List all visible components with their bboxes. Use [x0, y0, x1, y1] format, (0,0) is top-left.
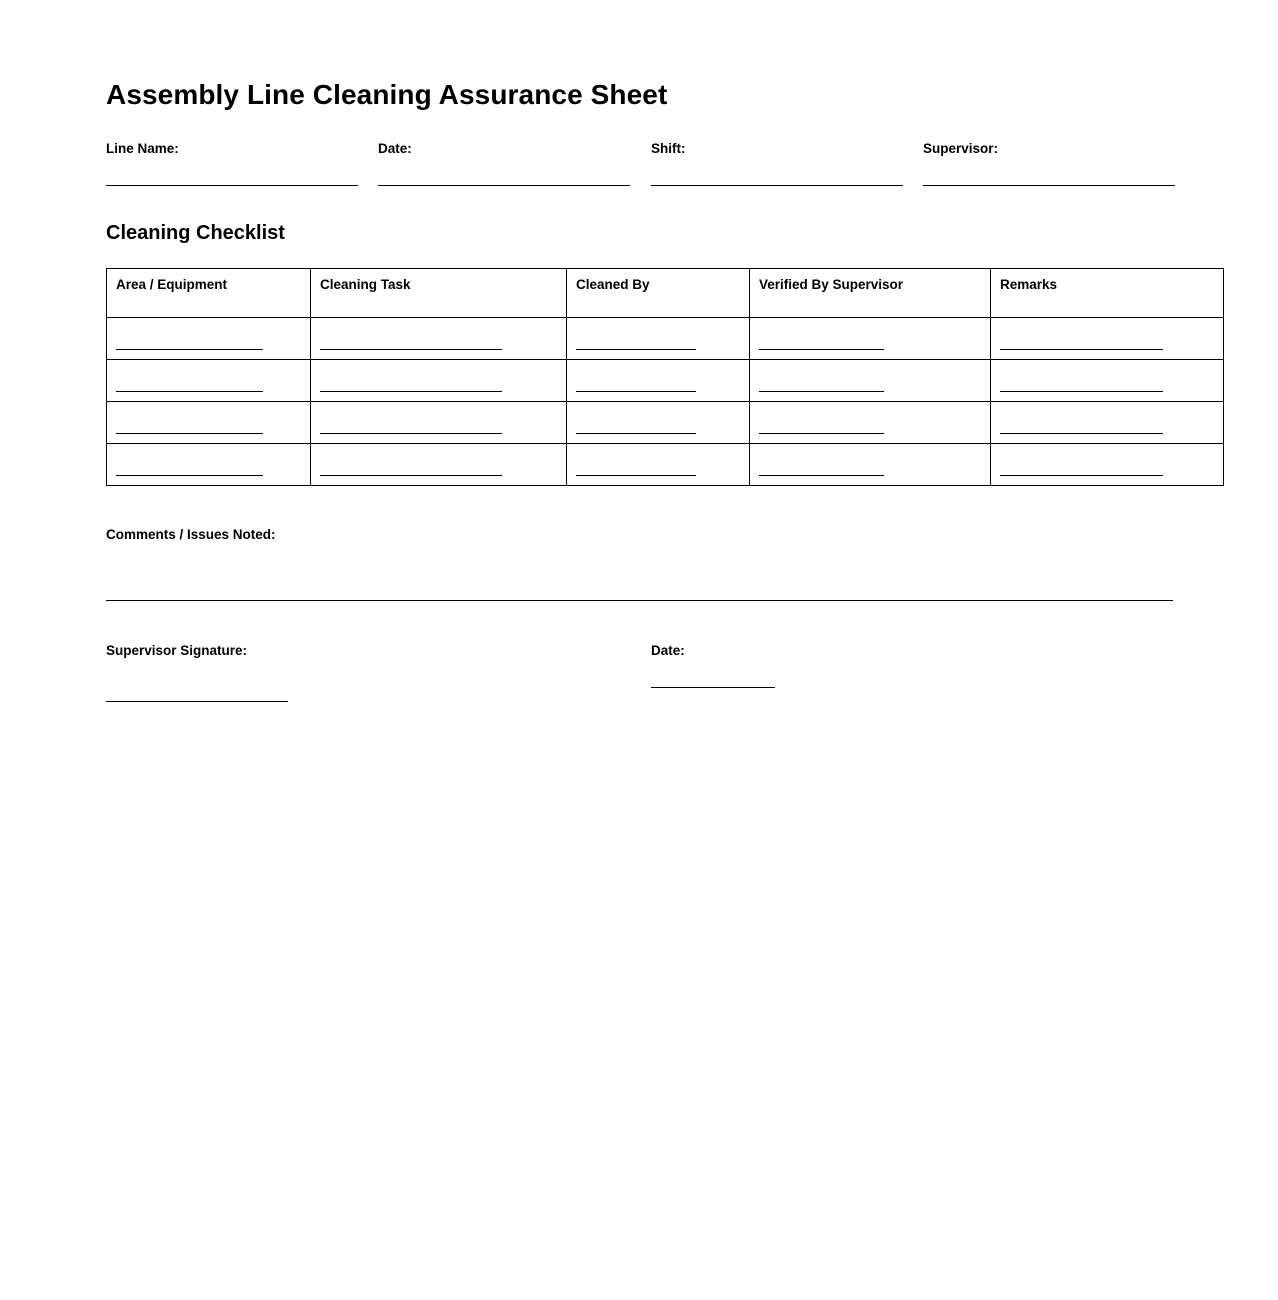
cell-write-line	[576, 391, 696, 392]
date-field	[378, 141, 630, 186]
line-name-label: Line Name:	[106, 141, 179, 156]
cell-remarks[interactable]	[991, 318, 1224, 360]
shift-input[interactable]	[651, 185, 903, 186]
signature-row	[106, 643, 1174, 733]
cell-verified-by-supervisor[interactable]	[750, 444, 991, 486]
cell-area-equipment[interactable]	[107, 360, 311, 402]
cell-remarks[interactable]	[991, 402, 1224, 444]
cell-write-line	[116, 433, 263, 434]
cell-write-line	[759, 391, 884, 392]
cell-verified-by-supervisor[interactable]	[750, 318, 991, 360]
line-name-field	[106, 141, 358, 186]
cell-area-equipment[interactable]	[107, 318, 311, 360]
cell-write-line	[576, 433, 696, 434]
table-row	[107, 360, 1224, 402]
cell-write-line	[116, 391, 263, 392]
supervisor-signature-field	[106, 643, 288, 659]
cell-cleaned-by[interactable]	[567, 318, 750, 360]
table-header-row	[107, 269, 1224, 318]
column-header-cleaned-by: Cleaned By	[567, 269, 750, 318]
cell-cleaning-task[interactable]	[311, 360, 567, 402]
cell-area-equipment[interactable]	[107, 402, 311, 444]
cell-cleaning-task[interactable]	[311, 444, 567, 486]
comments-section	[106, 486, 1174, 601]
table-row	[107, 318, 1224, 360]
shift-field	[651, 141, 903, 186]
cell-write-line	[320, 391, 502, 392]
date-label: Date:	[378, 141, 412, 156]
line-name-input[interactable]	[106, 185, 358, 186]
header-fields-row	[106, 141, 1174, 199]
cell-cleaning-task[interactable]	[311, 402, 567, 444]
supervisor-label: Supervisor:	[923, 141, 999, 156]
cell-verified-by-supervisor[interactable]	[750, 360, 991, 402]
supervisor-signature-label: Supervisor Signature:	[106, 643, 248, 658]
cell-write-line	[576, 475, 696, 476]
cell-remarks[interactable]	[991, 360, 1224, 402]
cell-write-line	[116, 475, 263, 476]
cell-remarks[interactable]	[991, 444, 1224, 486]
cell-write-line	[320, 475, 502, 476]
cell-cleaned-by[interactable]	[567, 444, 750, 486]
table-row	[107, 444, 1224, 486]
column-header-remarks: Remarks	[991, 269, 1224, 318]
shift-label: Shift:	[651, 141, 686, 156]
comments-input[interactable]	[106, 600, 1173, 601]
signature-date-label: Date:	[651, 643, 685, 658]
column-header-area-equipment: Area / Equipment	[107, 269, 311, 318]
cell-write-line	[576, 349, 696, 350]
supervisor-input[interactable]	[923, 185, 1175, 186]
column-header-cleaning-task: Cleaning Task	[311, 269, 567, 318]
supervisor-field	[923, 141, 1175, 186]
cell-write-line	[759, 349, 884, 350]
cell-cleaned-by[interactable]	[567, 402, 750, 444]
cell-write-line	[320, 349, 502, 350]
table-body	[107, 318, 1224, 486]
cell-write-line	[1000, 475, 1163, 476]
signature-date-input[interactable]	[651, 687, 775, 688]
checklist-heading: Cleaning Checklist	[106, 222, 285, 244]
cell-write-line	[759, 475, 884, 476]
page-title: Assembly Line Cleaning Assurance Sheet	[106, 79, 668, 110]
cell-cleaning-task[interactable]	[311, 318, 567, 360]
cell-write-line	[320, 433, 502, 434]
comments-label: Comments / Issues Noted:	[106, 527, 276, 542]
cell-write-line	[1000, 349, 1163, 350]
column-header-verified-by-supervisor: Verified By Supervisor	[750, 269, 991, 318]
cell-write-line	[116, 349, 263, 350]
cleaning-checklist-table	[106, 268, 1224, 486]
cell-write-line	[1000, 433, 1163, 434]
document-content	[106, 78, 1174, 733]
cell-write-line	[1000, 391, 1163, 392]
date-input[interactable]	[378, 185, 630, 186]
supervisor-signature-input[interactable]	[106, 701, 288, 702]
cell-cleaned-by[interactable]	[567, 360, 750, 402]
cell-area-equipment[interactable]	[107, 444, 311, 486]
signature-date-field	[651, 643, 775, 659]
cell-verified-by-supervisor[interactable]	[750, 402, 991, 444]
table-row	[107, 402, 1224, 444]
cell-write-line	[759, 433, 884, 434]
